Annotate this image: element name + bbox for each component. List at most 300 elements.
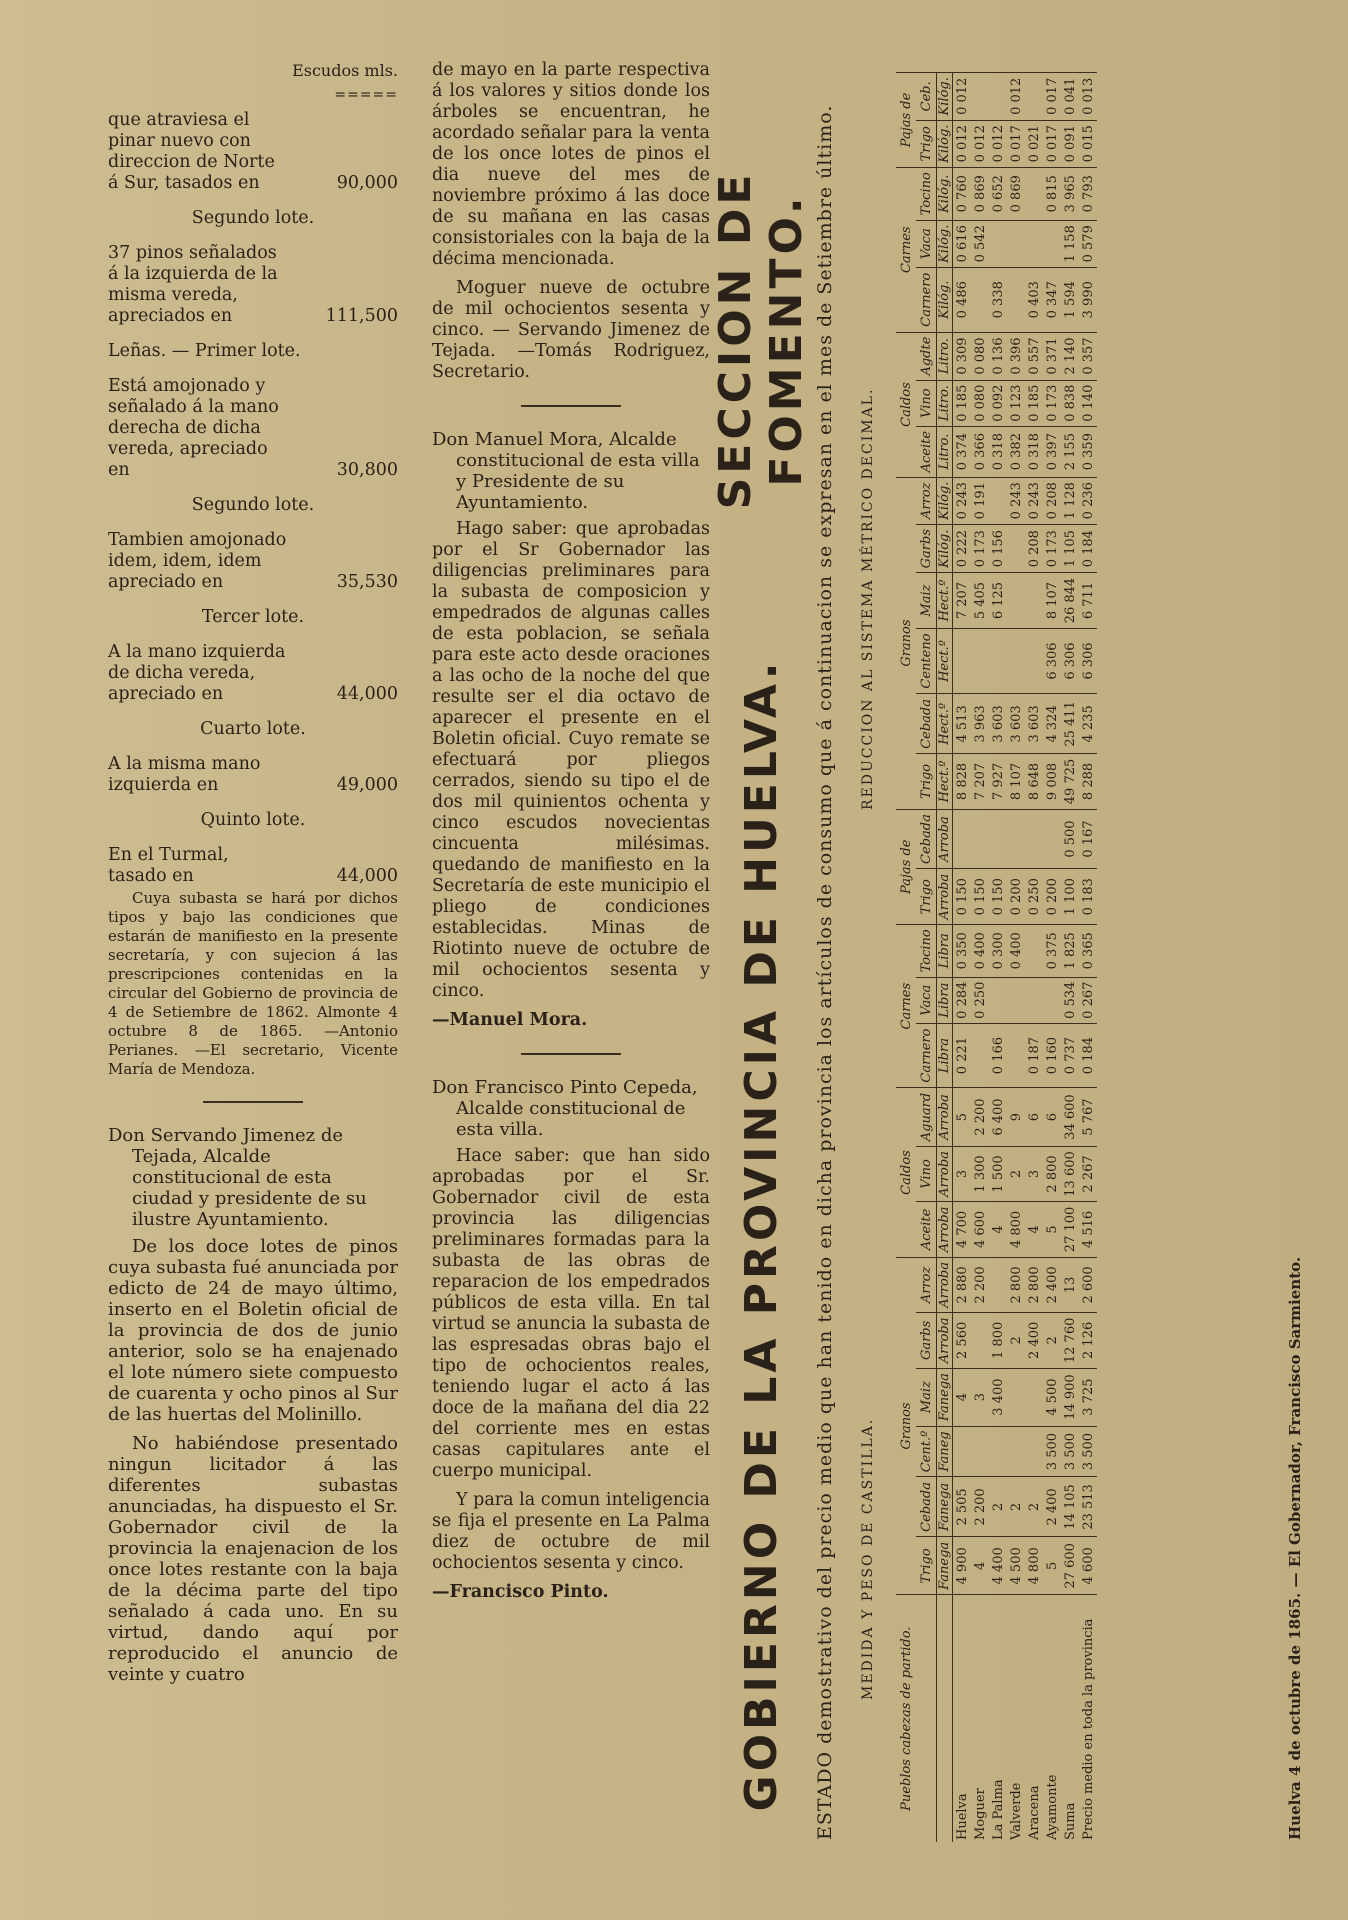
table-cell	[1007, 1368, 1025, 1426]
table-cell: 3 965	[1061, 167, 1079, 220]
table-cell: 3 400	[989, 1368, 1007, 1426]
table-cell: 2 267	[1079, 1146, 1097, 1201]
notice-continuation: de mayo en la parte respectiva á los valores y sitios donde los árboles se encuentran, he acordado señalar para la venta de los once lotes de pinos el dia nueve del mes de noviembre próximo á las doce de su mañana en las casas consistoriales con la baja de la décima mencionada.	[432, 60, 710, 269]
table-row-town: Valverde	[1007, 1595, 1025, 1842]
table-cell: 0 150	[953, 869, 972, 924]
table-cell: 0 375	[1043, 924, 1061, 977]
table-column-header: Cebada	[916, 809, 937, 869]
lot-entry	[108, 642, 398, 705]
table-cell	[989, 1426, 1007, 1477]
table-cell: 0 300	[989, 924, 1007, 977]
table-cell: 2 200	[971, 1257, 989, 1312]
table-unit-row	[937, 73, 953, 1843]
table-unit-cell: Arroba	[937, 1146, 953, 1201]
table-group-header: Carnes	[896, 924, 916, 1087]
table-unit-cell: Fanega	[937, 1368, 953, 1426]
table-cell: 0 140	[1079, 380, 1097, 426]
table-cell: 3	[953, 1146, 972, 1201]
lot-entry	[108, 845, 398, 887]
table-unit-cell: Arroba	[937, 1257, 953, 1312]
table-cell	[1025, 220, 1043, 267]
table-cell	[1007, 809, 1025, 869]
table-cell	[1025, 73, 1043, 121]
table-cell: 0 173	[1043, 524, 1061, 573]
table-cell: 0 815	[1043, 167, 1061, 220]
lot-text: que atraviesa el pinar nuevo con direccion de Norte á Sur, tasados en	[108, 110, 275, 193]
table-cell	[1007, 1023, 1025, 1088]
table-cell: 0 150	[989, 869, 1007, 924]
table-cell: 0 737	[1061, 1023, 1079, 1088]
table-cell: 9 008	[1043, 754, 1061, 809]
table-cell: 6	[1043, 1088, 1061, 1146]
lot-text: 37 pinos señalados á la izquierda de la misma vereda, apreciados en	[108, 243, 278, 326]
table-group-header: Caldos	[896, 1088, 916, 1257]
table-cell: 27 100	[1061, 1202, 1079, 1257]
lot-value: 49,000	[336, 775, 398, 795]
table-cell	[989, 977, 1007, 1023]
table-cell: 0 284	[953, 977, 972, 1023]
price-table	[896, 72, 1097, 1842]
table-cell: 0 243	[953, 477, 972, 524]
table-cell: 0 250	[971, 977, 989, 1023]
lot-text: A la misma mano izquierda en	[108, 754, 261, 795]
table-cell: 6 125	[989, 573, 1007, 628]
table-cell: 0 173	[1043, 380, 1061, 426]
divider	[521, 1053, 621, 1055]
table-cell: 0 017	[1043, 73, 1061, 121]
lot-value: 35,530	[336, 572, 398, 592]
table-unit-cell: Litro.	[937, 380, 953, 426]
table-row	[1061, 73, 1079, 1843]
table-cell: 3 500	[1079, 1426, 1097, 1477]
table-column-header: Arroz	[916, 1257, 937, 1312]
table-cell: 2 400	[1043, 1477, 1061, 1537]
table-cell: 0 760	[953, 167, 972, 220]
table-group-header: Pajas de	[896, 73, 916, 168]
table-cell: 0 208	[1025, 524, 1043, 573]
lot-heading: Segundo lote.	[191, 495, 315, 515]
table-cell: 0 012	[989, 120, 1007, 167]
lot-entry	[108, 376, 398, 481]
table-cell: 0 250	[1025, 869, 1043, 924]
table-cell: 2	[1007, 1313, 1025, 1368]
column-middle	[432, 60, 710, 1603]
table-cell	[989, 809, 1007, 869]
table-cell: 2 126	[1079, 1313, 1097, 1368]
notice-paragraph: Y para la comun inteligencia se fija el presente en La Palma diez de octubre de mil ochocientos sesenta y cinco.	[432, 1490, 710, 1573]
table-column-header: Garbs	[916, 1313, 937, 1368]
table-cell: 0 652	[989, 167, 1007, 220]
table-cell: 0 338	[989, 267, 1007, 332]
table-cell: 8 648	[1025, 754, 1043, 809]
table-cell	[971, 73, 989, 121]
table-row-town: La Palma	[989, 1595, 1007, 1842]
notice-signature: Moguer nueve de octubre de mil ochocientos sesenta y cinco. — Servando Jimenez de Tejada. —Tomás Rodriguez, Secretario.	[432, 278, 710, 382]
table-cell: 14 900	[1061, 1368, 1079, 1426]
table-unit-cell: Kilóg.	[937, 167, 953, 220]
table-header-row	[916, 73, 937, 1843]
table-cell: 0 012	[971, 120, 989, 167]
table-cell	[1025, 628, 1043, 694]
notice-paragraph: De los doce lotes de pinos cuya subasta fué anunciada por edicto de 24 de mayo último, inserto en el Boletin oficial de la provincia de dos de junio anterior, solo se ha enajenado el lote número siete compuesto de cuarenta y ocho pinos al Sur de las huertas del Molinillo.	[108, 1236, 398, 1425]
table-cell	[1025, 1426, 1043, 1477]
table-unit-cell: Fanega	[937, 1537, 953, 1595]
table-row-town: Moguer	[971, 1595, 989, 1842]
table-cell: 0 542	[971, 220, 989, 267]
table-cell: 0 534	[1061, 977, 1079, 1023]
table-column-header: Carnero	[916, 1023, 937, 1088]
table-cell: 1 594	[1061, 267, 1079, 332]
table-cell: 5	[1043, 1537, 1061, 1595]
lot-entry	[108, 754, 398, 796]
table-cell: 0 350	[953, 924, 972, 977]
table-column-header: Maiz	[916, 1368, 937, 1426]
table-cell: 0 092	[989, 380, 1007, 426]
table-cell: 3 500	[1061, 1426, 1079, 1477]
lot-text: Está amojonado y señalado á la mano derecha de dicha vereda, apreciado en	[108, 376, 279, 480]
table-cell: 3 500	[1043, 1426, 1061, 1477]
table-column-header: Aguard	[916, 1088, 937, 1146]
lot-entry	[108, 530, 398, 593]
table-unit-cell: Kilóg.	[937, 220, 953, 267]
table-cell: 3 963	[971, 694, 989, 754]
table-column-header: Vino	[916, 380, 937, 426]
table-cell	[989, 73, 1007, 121]
table-unit-cell: Arroba	[937, 1088, 953, 1146]
table-group-row	[896, 73, 916, 1843]
table-cell	[1007, 573, 1025, 628]
table-cell: 0 397	[1043, 426, 1061, 477]
lot-heading: Tercer lote.	[201, 607, 305, 627]
table-cell: 13 600	[1061, 1146, 1079, 1201]
table-cell: 6 711	[1079, 573, 1097, 628]
table-cell: 2 155	[1061, 426, 1079, 477]
table-cell: 2 140	[1061, 332, 1079, 380]
table-cell: 5 405	[971, 573, 989, 628]
table-unit-cell: Hect.º	[937, 573, 953, 628]
lot-text: A la mano izquierda de dicha vereda, apreciado en	[108, 642, 286, 704]
notice-heading: Don Francisco Pinto Cepeda, Alcalde constitucional de esta villa.	[432, 1077, 698, 1140]
table-cell: 0 486	[953, 267, 972, 332]
table-cell: 49 725	[1061, 754, 1079, 809]
table-cell: 0 359	[1079, 426, 1097, 477]
notice-signature: —Manuel Mora.	[432, 1010, 588, 1030]
table-cell: 0 366	[971, 426, 989, 477]
table-cell: 1 158	[1061, 220, 1079, 267]
table-cell	[971, 1023, 989, 1088]
lot-value: 44,000	[336, 866, 398, 886]
table-cell	[1007, 628, 1025, 694]
table-cell: 12 760	[1061, 1313, 1079, 1368]
table-cell: 1 800	[989, 1313, 1007, 1368]
table-cell: 0 365	[1079, 924, 1097, 977]
divider	[203, 1101, 303, 1103]
table-cell: 0 869	[1007, 167, 1025, 220]
table-cell	[1043, 809, 1061, 869]
table-footer: Huelva 4 de octubre de 1865. — El Gobernador, Francisco Sarmiento.	[1286, 1256, 1304, 1840]
table-cell	[1025, 573, 1043, 628]
table-cell: 0 357	[1079, 332, 1097, 380]
table-cell: 7 207	[953, 573, 972, 628]
table-cell	[971, 628, 989, 694]
table-cell: 4 600	[1079, 1537, 1097, 1595]
currency-header: Escudos mls.	[292, 61, 398, 80]
table-cell	[989, 628, 1007, 694]
lot-heading: Cuarto lote.	[200, 719, 306, 739]
table-unit-cell: Arroba	[937, 1313, 953, 1368]
table-unit-blank	[937, 1595, 953, 1842]
table-cell: 25 411	[1061, 694, 1079, 754]
table-row	[971, 73, 989, 1843]
table-cell: 6 306	[1061, 628, 1079, 694]
table-cell: 0 243	[1007, 477, 1025, 524]
table-cell: 14 105	[1061, 1477, 1079, 1537]
table-row	[1025, 73, 1043, 1843]
table-cell: 0 160	[1043, 1023, 1061, 1088]
table-cell	[1025, 167, 1043, 220]
lot-heading: Quinto lote.	[200, 810, 306, 830]
table-unit-cell: Libra	[937, 977, 953, 1023]
table-cell: 0 185	[1025, 380, 1043, 426]
table-row-town: Suma	[1061, 1595, 1079, 1842]
table-cell: 34 600	[1061, 1088, 1079, 1146]
table-column-header: Cebada	[916, 1477, 937, 1537]
lot-heading: Segundo lote.	[191, 208, 315, 228]
table-cell: 0 869	[971, 167, 989, 220]
table-cell: 3	[971, 1368, 989, 1426]
table-cell: 13	[1061, 1257, 1079, 1312]
table-cell: 2	[1007, 1146, 1025, 1201]
table-cell: 0 236	[1079, 477, 1097, 524]
table-column-header: Trigo	[916, 1537, 937, 1595]
table-cell: 0 080	[971, 332, 989, 380]
table-cell: 0 403	[1025, 267, 1043, 332]
rotated-content	[710, 60, 1326, 1850]
table-cell: 0 616	[953, 220, 972, 267]
table-cell: 8 107	[1043, 573, 1061, 628]
table-unit-cell: Faneg	[937, 1426, 953, 1477]
table-cell: 0 184	[1079, 524, 1097, 573]
table-column-header: Carnero	[916, 267, 937, 332]
table-cell: 0 184	[1079, 1023, 1097, 1088]
table-cell: 2	[1025, 1477, 1043, 1537]
table-row-town: Huelva	[953, 1595, 972, 1842]
table-cell	[953, 628, 972, 694]
table-row-town: Aracena	[1025, 1595, 1043, 1842]
table-header-blank	[916, 1595, 937, 1842]
table-cell: 0 136	[989, 332, 1007, 380]
table-column-header: Trigo	[916, 754, 937, 809]
table-cell	[971, 1426, 989, 1477]
table-cell	[1025, 924, 1043, 977]
table-cell	[953, 1426, 972, 1477]
table-cell: 1 128	[1061, 477, 1079, 524]
table-column-header: Vaca	[916, 220, 937, 267]
table-cell: 3 603	[1007, 694, 1025, 754]
table-column-header: Arroz	[916, 477, 937, 524]
table-unit-cell: Arroba	[937, 1202, 953, 1257]
table-cell: 0 400	[1007, 924, 1025, 977]
table-cell: 0 309	[953, 332, 972, 380]
table-cell: 6 306	[1043, 628, 1061, 694]
table-cell: 2 600	[1079, 1257, 1097, 1312]
table-cell: 9	[1007, 1088, 1025, 1146]
table-group-header: Pueblos cabezas de partido.	[896, 1595, 916, 1842]
table-cell: 4	[953, 1368, 972, 1426]
table-unit-cell: Libra	[937, 1023, 953, 1088]
table-unit-cell: Hect.º	[937, 694, 953, 754]
table-cell: 2	[1007, 1477, 1025, 1537]
table-cell: 3 603	[1025, 694, 1043, 754]
table-cell: 0 166	[989, 1023, 1007, 1088]
table-column-header: Tocino	[916, 167, 937, 220]
table-cell: 2 560	[953, 1313, 972, 1368]
table-cell	[971, 809, 989, 869]
table-column-header: Aceite	[916, 1202, 937, 1257]
table-cell: 4	[971, 1537, 989, 1595]
table-cell: 8 107	[1007, 754, 1025, 809]
table-unit-cell: Litro.	[937, 426, 953, 477]
table-column-header: Centeno	[916, 628, 937, 694]
table-cell: 3	[1025, 1146, 1043, 1201]
subheading-castilla: MEDIDA Y PESO DE CASTILLA.	[860, 1417, 876, 1700]
table-cell: 0 187	[1025, 1023, 1043, 1088]
table-row-town: Precio medio en toda la provincia	[1079, 1595, 1097, 1842]
table-cell: 0 200	[1007, 869, 1025, 924]
table-cell: 2	[989, 1477, 1007, 1537]
table-cell: 0 156	[989, 524, 1007, 573]
table-cell	[971, 1313, 989, 1368]
lot-entry	[108, 243, 398, 327]
table-cell: 0 012	[953, 120, 972, 167]
table-cell: 6	[1025, 1088, 1043, 1146]
table-cell: 1 105	[1061, 524, 1079, 573]
table-cell: 8 288	[1079, 754, 1097, 809]
table-cell	[989, 220, 1007, 267]
table-cell	[1025, 809, 1043, 869]
estado-description: ESTADO demostrativo del precio medio que han tenido en dicha provincia los artículos de consumo que á continuacion se expresan en el mes de Setiembre último.	[814, 104, 836, 1840]
table-row	[953, 73, 972, 1843]
table-cell	[1043, 220, 1061, 267]
notice-heading: Don Servando Jimenez de Tejada, Alcalde constitucional de esta ciudad y presidente de su ilustre Ayuntamiento.	[108, 1125, 367, 1230]
table-row	[1007, 73, 1025, 1843]
table-cell: 2 400	[1025, 1313, 1043, 1368]
table-cell	[1007, 524, 1025, 573]
table-group-header: Carnes	[896, 167, 916, 332]
table-cell: 5	[1043, 1202, 1061, 1257]
table-unit-cell: Kilóg.	[937, 524, 953, 573]
table-column-header: Tocino	[916, 924, 937, 977]
notice-paragraph: Hago saber: que aprobadas por el Sr Gobernador las diligencias preliminares para la subasta de composicion y empedrados de algunas calles de esta poblacion, se señala para este acto desde oraciones a las ocho de la noche del que resulte ser el dia octavo de aparecer el presente en el Boletin oficial. Cuyo remate se efectuará por pliegos cerrados, siendo su tipo el de dos mil quinientos ochenta y cinco escudos novecientas cincuenta milésimas. quedando de manifiesto en la Secretaría de este municipio el pliego de condiciones establecidas. Minas de Riotinto nueve de octubre de mil ochocientos sesenta y cinco.	[432, 519, 710, 1001]
table-cell	[1007, 1426, 1025, 1477]
table-cell	[1007, 267, 1025, 332]
table-unit-cell: Hect.º	[937, 628, 953, 694]
title-fomento: SECCION DE FOMENTO.	[710, 170, 812, 510]
table-cell: 0 012	[1007, 73, 1025, 121]
table-cell: 4	[989, 1202, 1007, 1257]
table-cell: 4 700	[953, 1202, 972, 1257]
table-cell: 7 207	[971, 754, 989, 809]
table-cell: 0 793	[1079, 167, 1097, 220]
table-cell: 6 306	[1079, 628, 1097, 694]
table-cell: 4 400	[989, 1537, 1007, 1595]
table-cell: 3 725	[1079, 1368, 1097, 1426]
lot-value: 111,500	[325, 306, 398, 326]
table-cell: 8 828	[953, 754, 972, 809]
table-unit-cell: Litro.	[937, 332, 953, 380]
table-cell: 0 185	[953, 380, 972, 426]
subheading-metrico: REDUCCION AL SISTEMA MÉTRICO DECIMAL.	[860, 387, 876, 810]
table-cell: 0 012	[953, 73, 972, 121]
table-cell: 0 579	[1079, 220, 1097, 267]
table-row	[1079, 73, 1097, 1843]
table-row	[1043, 73, 1061, 1843]
lot-text: Tambien amojonado idem, idem, idem apreciado en	[108, 530, 287, 592]
notice-paragraph: Hace saber: que han sido aprobadas por el Sr. Gobernador civil de esta provincia las diligencias preliminares formadas para la subasta de las obras de reparacion de los empedrados públicos de esta villa. En tal virtud se anuncia la subasta de las espresadas obras bajo el tipo de ochocientos reales, teniendo lugar el acto á las doce de la mañana del dia 22 del corriente mes en estas casas capitulares ante el cuerpo municipal.	[432, 1146, 710, 1481]
table-cell: 7 927	[989, 754, 1007, 809]
table-cell: 27 600	[1061, 1537, 1079, 1595]
table-column-header: Aceite	[916, 426, 937, 477]
table-cell: 0 017	[1007, 120, 1025, 167]
lot-value: 30,800	[336, 460, 398, 480]
lot-value: 44,000	[336, 684, 398, 704]
double-rule: =====	[334, 87, 398, 103]
table-cell: 4 800	[1007, 1202, 1025, 1257]
table-column-header: Cebada	[916, 694, 937, 754]
table-cell: 0 838	[1061, 380, 1079, 426]
table-cell: 0 374	[953, 426, 972, 477]
table-unit-cell: Hect.º	[937, 754, 953, 809]
table-cell: 0 091	[1061, 120, 1079, 167]
table-cell: 0 191	[971, 477, 989, 524]
table-cell: 1 825	[1061, 924, 1079, 977]
table-cell: 4 900	[953, 1537, 972, 1595]
table-cell: 0 183	[1079, 869, 1097, 924]
table-cell: 0 017	[1043, 120, 1061, 167]
table-group-header: Granos	[896, 1257, 916, 1595]
table-cell: 0 173	[971, 524, 989, 573]
table-cell: 0 400	[971, 924, 989, 977]
table-cell: 1 300	[971, 1146, 989, 1201]
table-cell: 4 513	[953, 694, 972, 754]
table-row	[989, 73, 1007, 1843]
lot-value: 90,000	[336, 173, 398, 193]
table-group-header: Granos	[896, 477, 916, 809]
table-cell: 2 800	[1043, 1146, 1061, 1201]
table-column-header: Cent.º	[916, 1426, 937, 1477]
table-unit-cell: Kilóg.	[937, 267, 953, 332]
table-cell: 2 200	[971, 1088, 989, 1146]
table-cell	[1043, 977, 1061, 1023]
table-cell: 0 557	[1025, 332, 1043, 380]
table-column-header: Garbs	[916, 524, 937, 573]
table-cell: 0 396	[1007, 332, 1025, 380]
table-cell: 0 013	[1079, 73, 1097, 121]
table-cell: 2	[1043, 1313, 1061, 1368]
column-left	[108, 60, 398, 1693]
table-cell: 2 505	[953, 1477, 972, 1537]
table-cell: 3 990	[1079, 267, 1097, 332]
table-cell: 0 015	[1079, 120, 1097, 167]
table-cell: 4 324	[1043, 694, 1061, 754]
table-cell: 0 382	[1007, 426, 1025, 477]
divider	[521, 405, 621, 407]
table-cell	[971, 267, 989, 332]
lot-intro	[108, 110, 398, 194]
price-table-panel	[710, 60, 1326, 1850]
table-unit-cell: Arroba	[937, 869, 953, 924]
table-column-header: Vino	[916, 1146, 937, 1201]
